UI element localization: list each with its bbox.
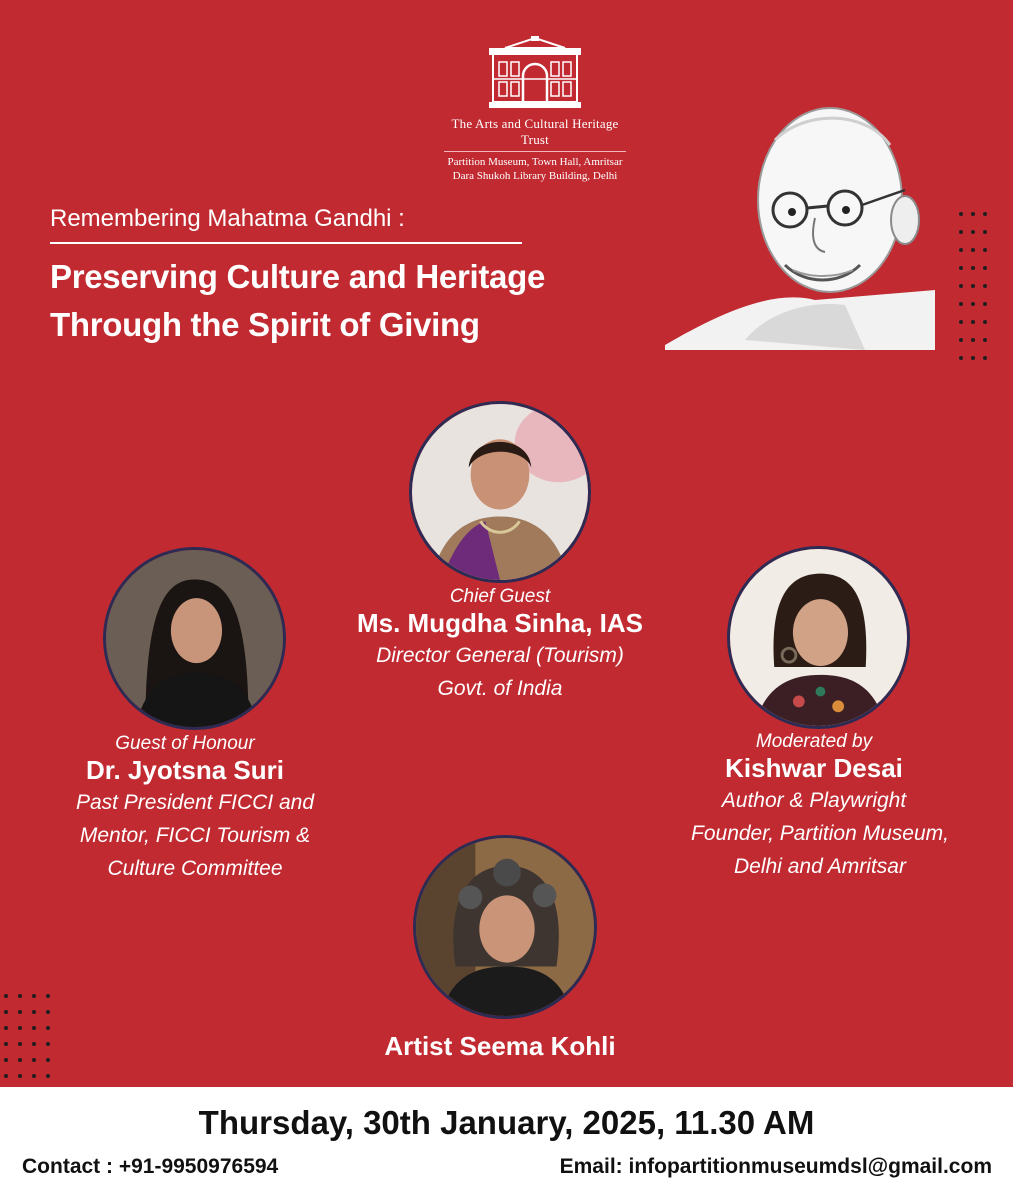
event-title-line-2: Through the Spirit of Giving xyxy=(50,306,480,343)
moderator-role: Moderated by xyxy=(755,731,873,752)
moderator-name: Kishwar Desai xyxy=(725,753,903,783)
chief-guest-desc-2: Govt. of India xyxy=(437,677,563,700)
trust-location-2: Dara Shukoh Library Building, Delhi xyxy=(452,170,618,182)
guest-of-honour-desc-1: Past President FICCI and xyxy=(75,791,315,814)
artist-photo-icon xyxy=(416,838,594,1016)
contact-phone: Contact : +91-9950976594 xyxy=(22,1155,279,1178)
gandhi-sketch-image xyxy=(665,100,935,350)
portrait-artist xyxy=(413,835,597,1019)
event-subtitle: Remembering Mahatma Gandhi : xyxy=(50,205,405,232)
moderator-desc-1: Author & Playwright xyxy=(721,789,907,812)
chief-guest-photo-icon xyxy=(412,404,588,580)
guest-of-honour-info xyxy=(20,733,370,885)
portrait-guest-of-honour xyxy=(103,547,286,730)
moderator-photo-icon xyxy=(730,549,907,726)
chief-guest-desc-1: Director General (Tourism) xyxy=(376,644,624,667)
event-datetime: Thursday, 30th January, 2025, 11.30 AM xyxy=(198,1104,815,1141)
event-title xyxy=(50,253,545,349)
dot-pattern-left xyxy=(0,992,52,1082)
guest-of-honour-name: Dr. Jyotsna Suri xyxy=(86,755,284,785)
guest-of-honour-desc-3: Culture Committee xyxy=(107,857,283,880)
moderator-desc-2: Founder, Partition Museum, xyxy=(691,822,949,845)
chief-guest-name: Ms. Mugdha Sinha, IAS xyxy=(356,608,643,638)
moderator-info xyxy=(640,731,1000,883)
artist-info xyxy=(300,1031,700,1062)
town-hall-logo-icon xyxy=(487,36,583,110)
trust-logo xyxy=(440,36,630,183)
event-title-line-1: Preserving Culture and Heritage xyxy=(50,258,546,295)
guest-of-honour-role: Guest of Honour xyxy=(115,733,255,754)
trust-location-1: Partition Museum, Town Hall, Amritsar xyxy=(447,156,623,168)
chief-guest-role: Chief Guest xyxy=(449,586,551,607)
footer xyxy=(0,1087,1013,1200)
chief-guest-info xyxy=(320,586,680,705)
subtitle-underline xyxy=(50,242,522,244)
portrait-moderator xyxy=(727,546,910,729)
trust-name: The Arts and Cultural Heritage Trust xyxy=(451,116,619,147)
portrait-chief-guest xyxy=(409,401,591,583)
dot-pattern-right xyxy=(957,210,997,370)
guest-of-honour-desc-2: Mentor, FICCI Tourism & xyxy=(79,824,311,847)
guest-of-honour-photo-icon xyxy=(106,550,283,727)
artist-name: Artist Seema Kohli xyxy=(384,1031,616,1061)
moderator-desc-3: Delhi and Amritsar xyxy=(734,855,906,878)
logo-divider xyxy=(444,151,626,152)
contact-email: Email: infopartitionmuseumdsl@gmail.com xyxy=(559,1155,992,1178)
